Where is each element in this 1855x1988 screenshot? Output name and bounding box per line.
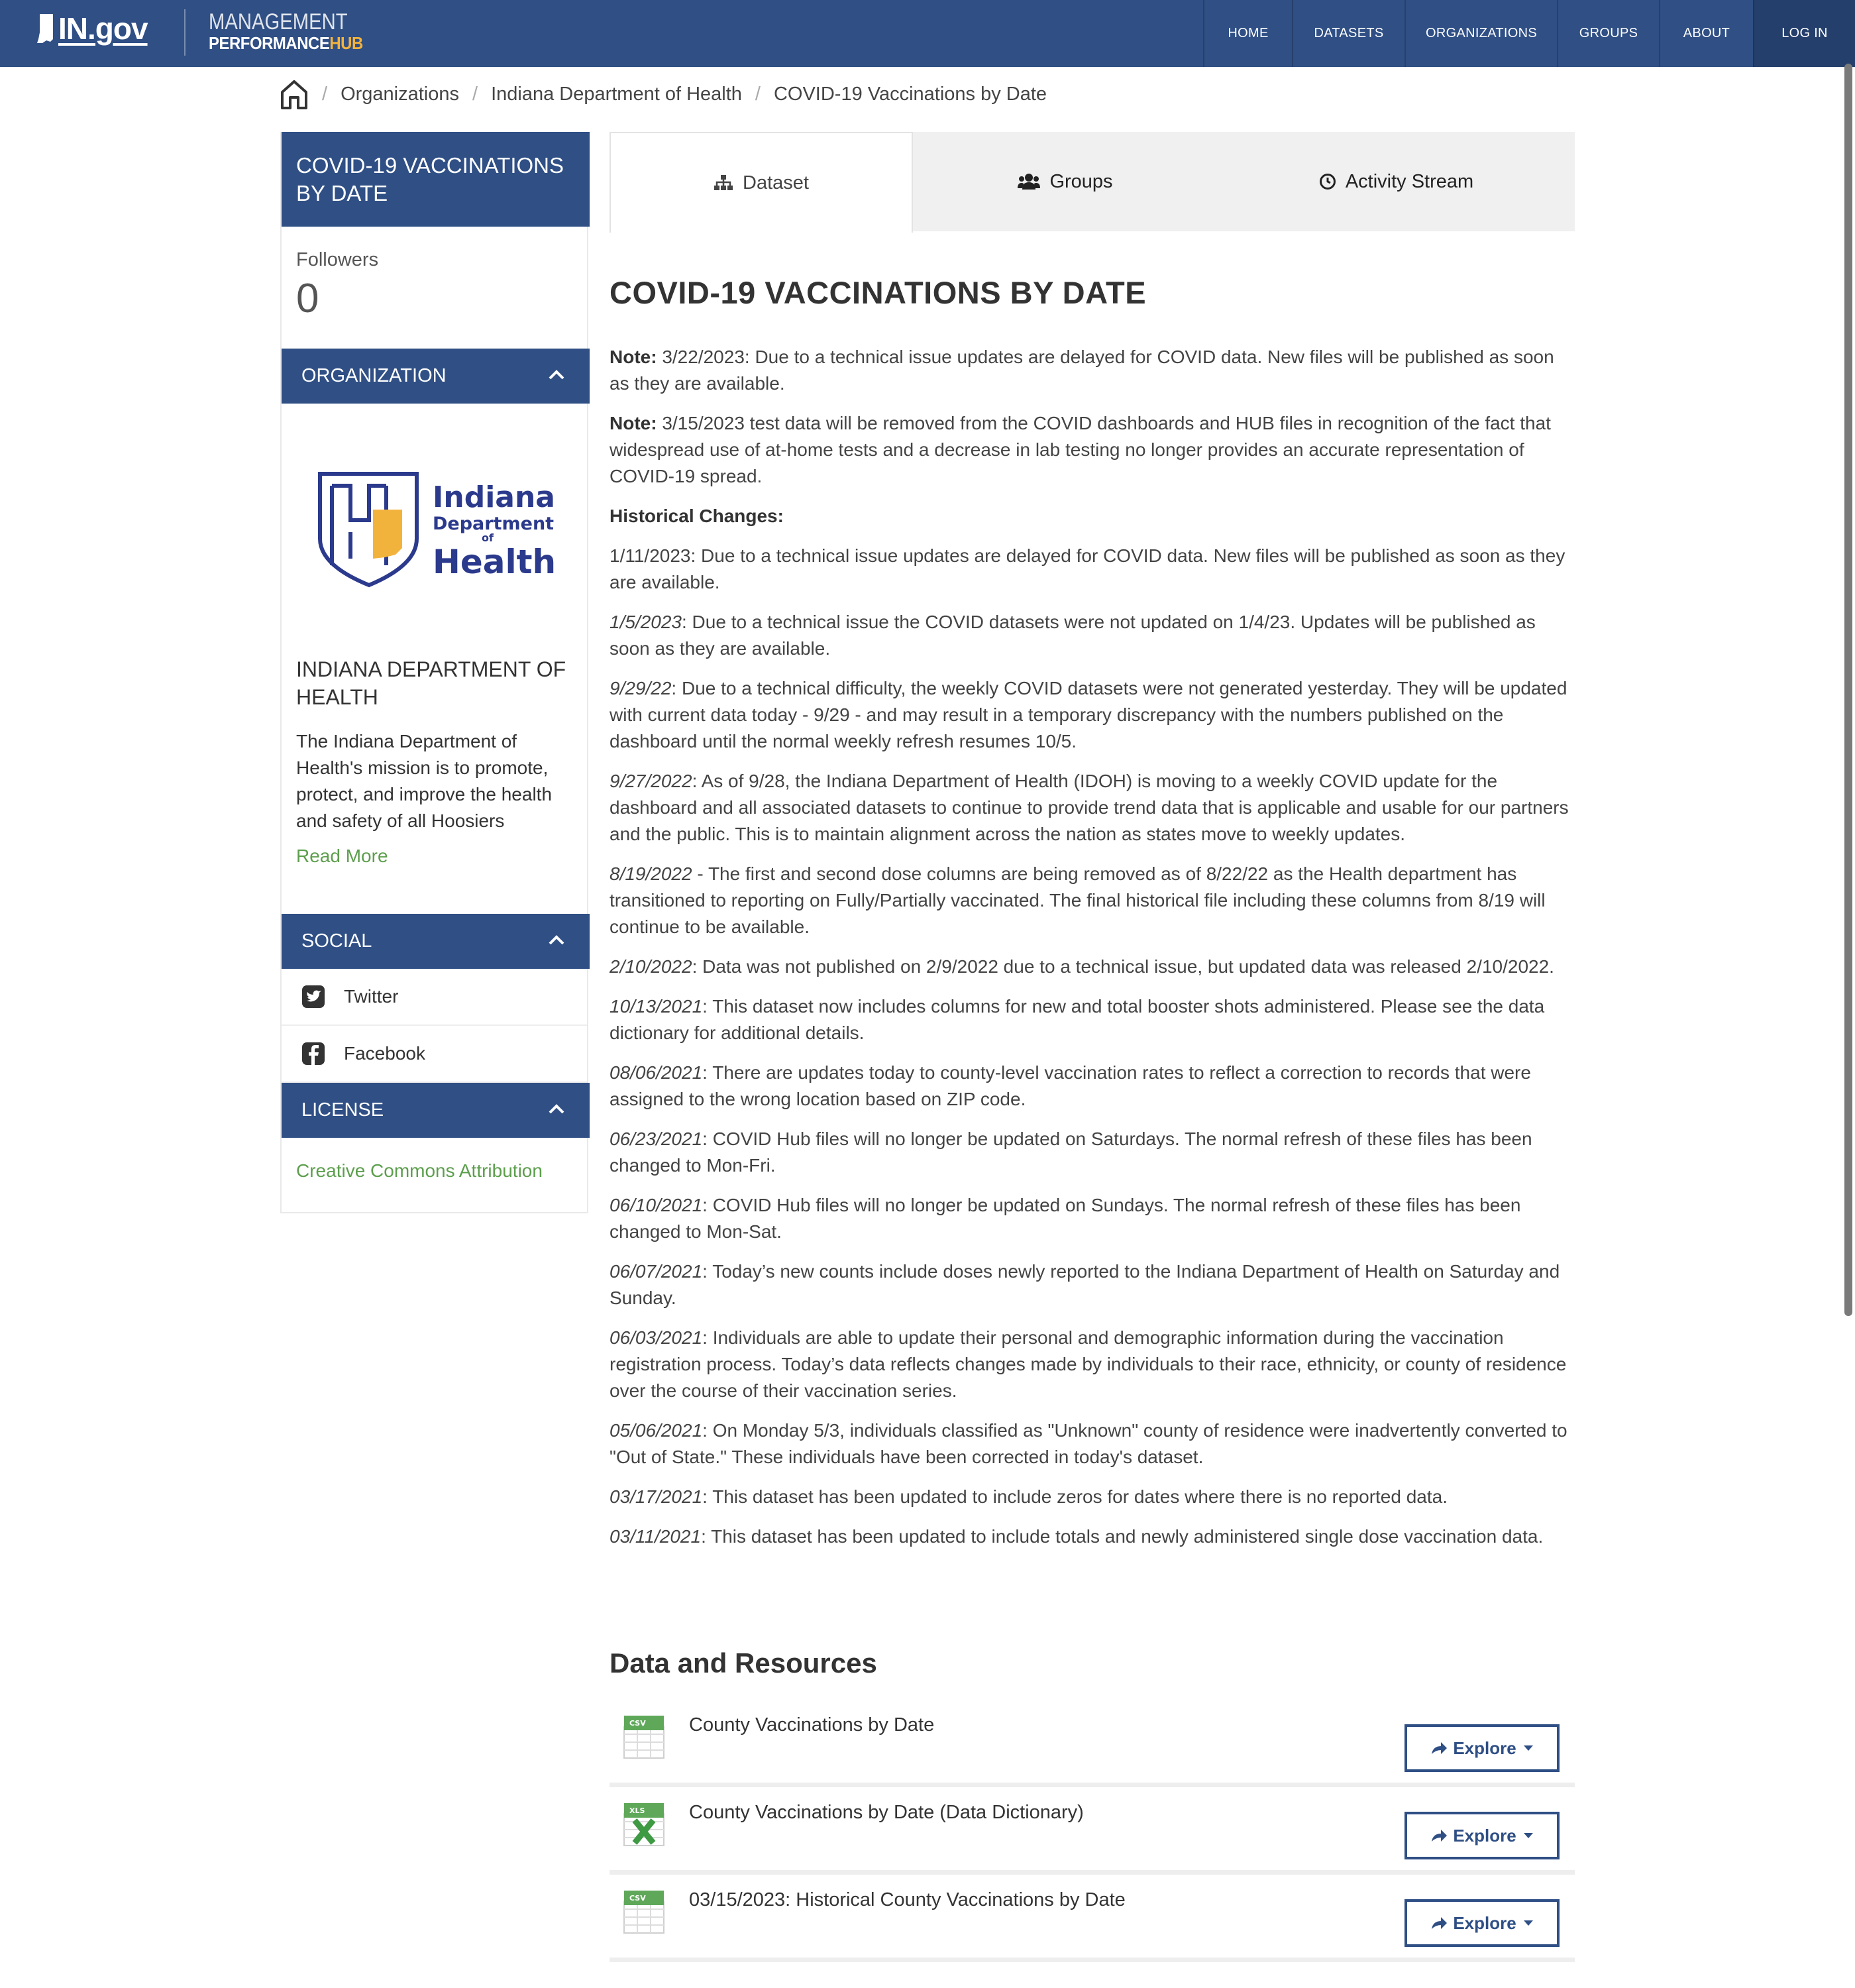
nav-home[interactable]: HOME: [1203, 0, 1292, 67]
change-date: 9/27/2022: [610, 771, 692, 791]
resource-item[interactable]: [610, 1875, 1575, 1962]
change-entry: [610, 861, 1577, 940]
tab-groups-label: Groups: [1049, 170, 1113, 192]
change-text: : Due to a technical difficulty, the weekly COVID datasets were not generated yesterday. They will be updated with current data today - 9/29 - and may result in a temporary discrepancy with the numbers published on the dashboard until the normal weekly refresh resumes 10/5.: [610, 678, 1567, 751]
change-text: : This dataset has been updated to include totals and newly administered single dose vaccination data.: [701, 1526, 1544, 1547]
change-text: : Due to a technical issue the COVID datasets were not updated on 1/4/23. Updates will be published as soon as they are available.: [610, 612, 1536, 659]
change-date: 1/5/2023: [610, 612, 682, 632]
facebook-icon: [301, 1042, 325, 1066]
breadcrumb-separator: /: [755, 83, 761, 105]
idoh-logo-health: Health: [433, 543, 556, 581]
twitter-icon: [301, 985, 325, 1009]
csv-badge-text: CSV: [629, 1719, 646, 1728]
note-label: Note:: [610, 413, 657, 433]
dataset-tabs: [610, 132, 1575, 231]
data-resources-heading: Data and Resources: [610, 1647, 877, 1679]
users-icon: [1018, 173, 1040, 190]
change-date: 03/17/2021: [610, 1486, 703, 1507]
dataset-notes: [610, 344, 1577, 1563]
facebook-label: Facebook: [344, 1043, 425, 1064]
breadcrumb: [280, 74, 1047, 114]
change-date: 8/19/2022: [610, 863, 692, 884]
change-date: 06/10/2021: [610, 1195, 703, 1215]
change-date: 06/07/2021: [610, 1261, 703, 1282]
social-twitter[interactable]: [282, 969, 587, 1026]
nav-datasets[interactable]: DATASETS: [1292, 0, 1404, 67]
top-navbar: [0, 0, 1855, 67]
sidebar-dataset-title: COVID-19 VACCINATIONS BY DATE: [282, 132, 590, 227]
tab-dataset[interactable]: [610, 132, 913, 233]
change-date: 05/06/2021: [610, 1420, 703, 1441]
explore-label: Explore: [1453, 1738, 1516, 1758]
xls-file-icon: [623, 1802, 665, 1847]
caret-down-icon: [1523, 1832, 1534, 1839]
license-section-header[interactable]: [282, 1083, 590, 1138]
historical-heading: [610, 503, 1577, 529]
change-text: 1/11/2023: Due to a technical issue updates are delayed for COVID data. New files will be published as soon as they are available.: [610, 545, 1565, 592]
change-text: : As of 9/28, the Indiana Department of Health (IDOH) is moving to a weekly COVID update for the dashboard and all associated datasets to continue to provide trend data that is applicable and usable for our partners and the public. This is to maintain alignment across the nation as states move to weekly updates.: [610, 771, 1569, 844]
change-entry: [610, 1192, 1577, 1245]
resource-name[interactable]: 03/15/2023: Historical County Vaccinations by Date: [689, 1889, 1126, 1910]
change-date: 10/13/2021: [610, 996, 703, 1017]
brand-hub: HUB: [329, 33, 363, 53]
idoh-logo: [317, 466, 556, 592]
historical-heading-text: Historical Changes:: [610, 506, 784, 526]
change-date: 9/29/22: [610, 678, 672, 698]
page-scrollbar[interactable]: [1844, 64, 1852, 1316]
organization-description: The Indiana Department of Health's mission is to promote, protect, and improve the health and safety of all Hoosiers: [296, 731, 553, 831]
idoh-logo-indiana: Indiana: [433, 480, 555, 514]
csv-file-icon: [623, 1889, 665, 1934]
explore-label: Explore: [1453, 1912, 1516, 1933]
main-nav: [1203, 0, 1855, 67]
breadcrumb-organizations[interactable]: Organizations: [341, 83, 459, 105]
license-link[interactable]: Creative Commons Attribution: [296, 1160, 543, 1181]
caret-down-icon: [1523, 1920, 1534, 1926]
organization-heading: ORGANIZATION: [301, 365, 447, 386]
change-date: 06/03/2021: [610, 1327, 703, 1348]
breadcrumb-separator: /: [472, 83, 478, 105]
breadcrumb-dataset[interactable]: COVID-19 Vaccinations by Date: [773, 83, 1047, 105]
tab-groups[interactable]: [913, 132, 1218, 231]
organization-name: INDIANA DEPARTMENT OF HEALTH: [296, 657, 566, 709]
change-text: : COVID Hub files will no longer be updated on Saturdays. The normal refresh of these files has been changed to Mon-Fri.: [610, 1129, 1532, 1176]
change-entry: [610, 768, 1577, 848]
change-text: : This dataset now includes columns for new and total booster shots administered. Please see the data dictionary for additional details.: [610, 996, 1545, 1043]
chevron-up-icon[interactable]: [547, 366, 566, 384]
explore-label: Explore: [1453, 1825, 1516, 1846]
chevron-up-icon[interactable]: [547, 1100, 566, 1119]
resource-name[interactable]: County Vaccinations by Date (Data Dictionary): [689, 1802, 1084, 1823]
change-text: - The first and second dose columns are being removed as of 8/22/22 as the Health department has transitioned to reporting on Fully/Partially vaccinated. The final historical file including these columns from 8/19 will continue to be available.: [610, 863, 1546, 937]
note-text: 3/15/2023 test data will be removed from the COVID dashboards and HUB files in recognition of the fact that widespread use of at-home tests and a decrease in lab testing no longer provides an accurate representation of COVID-19 spread.: [610, 413, 1551, 486]
explore-button[interactable]: [1404, 1812, 1560, 1859]
change-entry: [610, 675, 1577, 755]
change-date: 03/11/2021: [610, 1526, 702, 1547]
brand-divider: [184, 9, 186, 56]
organization-section-header[interactable]: [282, 349, 590, 404]
ingov-logo[interactable]: [36, 9, 148, 48]
explore-button[interactable]: [1404, 1899, 1560, 1947]
share-icon: [1430, 1916, 1448, 1930]
change-text: : On Monday 5/3, individuals classified as "Unknown" county of residence were inadvertently converted to "Out of State." These individuals have been corrected in today's dataset.: [610, 1420, 1567, 1467]
social-section-header[interactable]: [282, 914, 590, 969]
note-text: 3/22/2023: Due to a technical issue updates are delayed for COVID data. New files will be published as soon as they are available.: [610, 347, 1554, 394]
read-more-link[interactable]: Read More: [296, 846, 388, 866]
change-text: : This dataset has been updated to include zeros for dates where there is no reported data.: [702, 1486, 1448, 1507]
change-entry: [610, 1417, 1577, 1470]
caret-down-icon: [1523, 1745, 1534, 1751]
change-entry: [610, 954, 1577, 980]
tab-dataset-label: Dataset: [743, 172, 809, 193]
change-entry: [610, 543, 1577, 596]
change-date: 2/10/2022: [610, 956, 692, 977]
performance-hub-logo[interactable]: [209, 11, 376, 52]
brand-performance: PERFORMANCE: [209, 33, 330, 53]
change-entry: [610, 1060, 1577, 1113]
change-entry: [610, 1484, 1577, 1510]
change-entry: [610, 609, 1577, 662]
nav-about[interactable]: ABOUT: [1659, 0, 1753, 67]
license-heading: LICENSE: [301, 1099, 384, 1121]
resource-item[interactable]: [610, 1787, 1575, 1875]
change-entry: [610, 1258, 1577, 1311]
chevron-up-icon[interactable]: [547, 931, 566, 950]
idoh-logo-department: Department: [433, 514, 555, 534]
brand-bottom-text: [209, 34, 363, 52]
nav-organizations[interactable]: ORGANIZATIONS: [1404, 0, 1557, 67]
nav-groups[interactable]: GROUPS: [1557, 0, 1659, 67]
breadcrumb-organization[interactable]: Indiana Department of Health: [491, 83, 742, 105]
indiana-state-icon: [36, 13, 56, 44]
page-title: COVID-19 VACCINATIONS BY DATE: [610, 275, 1147, 310]
nav-login[interactable]: LOG IN: [1753, 0, 1855, 67]
clock-icon: [1319, 173, 1336, 190]
resource-item[interactable]: [610, 1700, 1575, 1787]
change-text: : There are updates today to county-level vaccination rates to reflect a correction to records that were assigned to the wrong location based on ZIP code.: [610, 1062, 1531, 1109]
share-icon: [1430, 1828, 1448, 1843]
breadcrumb-separator: /: [322, 83, 328, 105]
idoh-logo-of: of: [482, 531, 494, 544]
change-text: : Data was not published on 2/9/2022 due to a technical issue, but updated data was released 2/10/2022.: [692, 956, 1554, 977]
social-facebook[interactable]: [282, 1026, 587, 1083]
home-icon[interactable]: [280, 79, 309, 109]
tab-activity-label: Activity Stream: [1345, 170, 1474, 192]
change-date: 08/06/2021: [610, 1062, 703, 1083]
xls-badge-text: XLS: [629, 1806, 645, 1815]
csv-badge-text: CSV: [629, 1894, 646, 1903]
explore-button[interactable]: [1404, 1724, 1560, 1772]
share-icon: [1430, 1741, 1448, 1755]
change-entry: [610, 1126, 1577, 1179]
change-entry: [610, 1325, 1577, 1404]
social-heading: SOCIAL: [301, 930, 372, 952]
note-paragraph: [610, 344, 1577, 397]
change-date: 06/23/2021: [610, 1129, 703, 1149]
note-paragraph: [610, 410, 1577, 490]
note-label: Note:: [610, 347, 657, 367]
sidebar: [280, 132, 588, 1213]
resource-name[interactable]: County Vaccinations by Date: [689, 1714, 935, 1736]
csv-file-icon: [623, 1714, 665, 1759]
change-text: : Individuals are able to update their personal and demographic information during the vaccination registration process. Today’s data reflects changes made by individuals to their race, ethnicity, or county of residence over the course of their vaccination series.: [610, 1327, 1567, 1401]
twitter-label: Twitter: [344, 986, 399, 1007]
change-entry: [610, 993, 1577, 1046]
sitemap-icon: [714, 174, 733, 192]
followers-label: Followers: [296, 249, 379, 270]
change-text: : COVID Hub files will no longer be updated on Sundays. The normal refresh of these files has been changed to Mon-Sat.: [610, 1195, 1521, 1242]
ingov-logo-text: IN.gov: [58, 11, 148, 46]
change-text: : Today’s new counts include doses newly reported to the Indiana Department of Health on Saturday and Sunday.: [610, 1261, 1560, 1308]
brand-top-text: MANAGEMENT: [209, 9, 348, 34]
followers-count: 0: [296, 276, 319, 321]
tab-activity-stream[interactable]: [1218, 132, 1575, 231]
change-entry: [610, 1523, 1577, 1550]
